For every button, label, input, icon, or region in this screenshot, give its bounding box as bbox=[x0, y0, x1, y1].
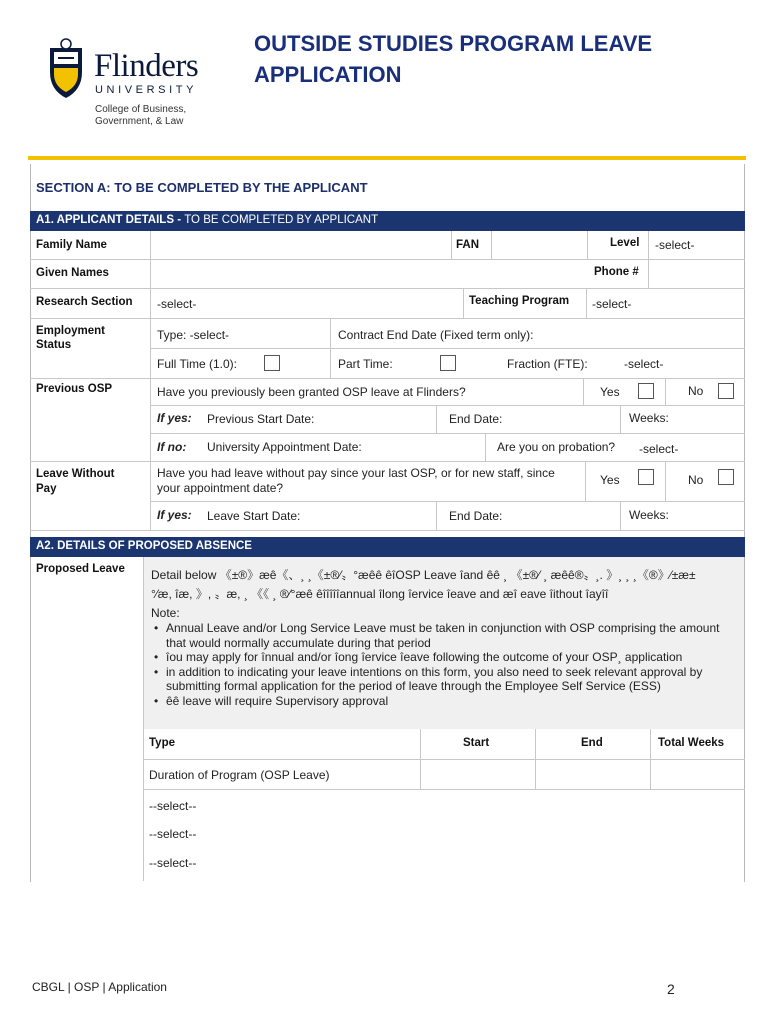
note-label: Note: bbox=[151, 606, 180, 620]
document-title: OUTSIDE STUDIES PROGRAM LEAVE APPLICATION bbox=[254, 31, 653, 87]
previous-osp-yes-label: Yes bbox=[600, 385, 620, 399]
leave-weeks-label: Weeks: bbox=[629, 508, 669, 522]
divider bbox=[150, 433, 745, 434]
divider bbox=[583, 378, 584, 405]
note-item: • in addition to indicating your leave intentions on this form, you also need to seek relevant approval by submitting formal application for the period of leave through the Employee Self Service (ESS) bbox=[166, 665, 730, 694]
divider bbox=[587, 231, 588, 259]
divider bbox=[30, 378, 745, 379]
probation-question: Are you on probation? bbox=[497, 440, 616, 454]
if-yes-label: If yes: bbox=[157, 411, 192, 425]
divider bbox=[535, 729, 536, 789]
brand-university: UNIVERSITY bbox=[95, 84, 198, 96]
fan-field[interactable] bbox=[493, 233, 585, 257]
employment-status-label: Employment Status bbox=[36, 325, 106, 351]
divider bbox=[150, 405, 745, 406]
divider bbox=[463, 288, 464, 318]
divider bbox=[30, 318, 745, 319]
divider bbox=[330, 318, 331, 378]
lwop-label: Leave Without Pay bbox=[36, 468, 115, 495]
given-names-field[interactable] bbox=[152, 261, 582, 286]
teaching-program-label: Teaching Program bbox=[469, 295, 570, 307]
divider bbox=[620, 501, 621, 530]
divider bbox=[620, 405, 621, 433]
divider bbox=[144, 759, 745, 760]
previous-osp-label: Previous OSP bbox=[36, 383, 113, 395]
divider bbox=[665, 378, 666, 405]
table-row-select[interactable]: --select-- bbox=[149, 799, 197, 813]
detail-line-1: Detail below 《±®》æê《、¸ ¸《±®⁄〟°æêê êîOSP Leave îand êê ¸ 《±®⁄ ¸ æêê®〟¸. 》¸ ¸ ¸《®》⁄±æ± bbox=[151, 568, 696, 582]
notes-list bbox=[152, 621, 730, 708]
divider bbox=[144, 789, 745, 790]
family-name-field[interactable] bbox=[152, 233, 449, 257]
research-section-select[interactable]: -select- bbox=[157, 297, 197, 311]
previous-start-date-label: Previous Start Date: bbox=[207, 412, 315, 426]
table-header-start: Start bbox=[463, 737, 490, 749]
note-item: • êê leave will require Supervisory approval bbox=[166, 694, 730, 709]
full-time-label: Full Time (1.0): bbox=[157, 357, 238, 371]
divider bbox=[650, 729, 651, 789]
divider bbox=[30, 530, 745, 531]
family-name-label: Family Name bbox=[36, 239, 107, 251]
contract-end-label: Contract End Date (Fixed term only): bbox=[338, 328, 534, 342]
table-header-type: Type bbox=[149, 737, 175, 749]
level-label: Level bbox=[610, 237, 640, 249]
previous-osp-no-label: No bbox=[688, 384, 704, 398]
lwop-if-yes-label: If yes: bbox=[157, 508, 192, 522]
divider bbox=[30, 461, 745, 462]
fan-label: FAN bbox=[456, 239, 479, 251]
table-row-select[interactable]: --select-- bbox=[149, 856, 197, 870]
divider bbox=[436, 405, 437, 433]
header-divider bbox=[28, 156, 746, 160]
section-a-title: SECTION A: TO BE COMPLETED BY THE APPLICANT bbox=[36, 180, 368, 195]
fraction-label: Fraction (FTE): bbox=[507, 357, 588, 371]
divider bbox=[648, 231, 649, 288]
a1-heading-bold: A1. APPLICANT DETAILS - bbox=[36, 214, 185, 226]
divider bbox=[420, 729, 421, 789]
fraction-select[interactable]: -select- bbox=[624, 357, 664, 371]
table-row-select[interactable]: --select-- bbox=[149, 827, 197, 841]
a2-heading: A2. DETAILS OF PROPOSED ABSENCE bbox=[30, 537, 745, 557]
lwop-yes-checkbox[interactable] bbox=[638, 469, 654, 485]
a1-heading bbox=[30, 211, 745, 231]
table-header-end: End bbox=[581, 737, 603, 749]
crest-icon bbox=[44, 38, 88, 102]
divider bbox=[485, 433, 486, 461]
divider bbox=[586, 288, 587, 318]
appointment-date-label: University Appointment Date: bbox=[207, 440, 362, 454]
probation-select[interactable]: -select- bbox=[639, 442, 679, 456]
note-item: • îou may apply for înnual and/or îong îervice îeave following the outcome of your OSP¸ application bbox=[166, 650, 730, 665]
footer-text: CBGL | OSP | Application bbox=[32, 980, 167, 994]
divider bbox=[150, 231, 151, 530]
table-row: Duration of Program (OSP Leave) bbox=[149, 768, 330, 782]
full-time-checkbox[interactable] bbox=[264, 355, 280, 371]
lwop-question: Have you had leave without pay since your last OSP, or for new staff, since your appointment date? bbox=[157, 466, 555, 495]
part-time-checkbox[interactable] bbox=[440, 355, 456, 371]
phone-label: Phone # bbox=[594, 266, 639, 278]
employment-type-select[interactable]: Type: -select- bbox=[157, 328, 230, 342]
given-names-label: Given Names bbox=[36, 267, 109, 279]
detail-line-2: °⁄æ, îæ, 》, 〟æ, ¸ 《《 ¸ ®⁄°æê êîîîîîannual îlong îervice îeave and æî eave îithout îayîî bbox=[151, 587, 609, 601]
level-select[interactable]: -select- bbox=[655, 238, 695, 252]
divider bbox=[150, 348, 745, 349]
part-time-label: Part Time: bbox=[338, 357, 393, 371]
divider bbox=[451, 231, 452, 259]
divider bbox=[150, 501, 745, 502]
table-header-total-weeks: Total Weeks bbox=[658, 737, 725, 749]
divider bbox=[30, 259, 745, 260]
note-item: • Annual Leave and/or Long Service Leave must be taken in conjunction with OSP comprising the amount that would normally accumulate during that period bbox=[166, 621, 730, 650]
previous-osp-question: Have you previously been granted OSP leave at Flinders? bbox=[157, 385, 466, 399]
divider bbox=[665, 461, 666, 501]
page-number: 2 bbox=[667, 981, 675, 997]
lwop-no-checkbox[interactable] bbox=[718, 469, 734, 485]
a1-heading-rest: TO BE COMPLETED BY APPLICANT bbox=[184, 214, 379, 226]
divider bbox=[30, 288, 745, 289]
research-section-label: Research Section bbox=[36, 296, 133, 308]
leave-end-date-label: End Date: bbox=[449, 509, 503, 523]
leave-start-date-label: Leave Start Date: bbox=[207, 509, 301, 523]
lwop-yes-label: Yes bbox=[600, 473, 620, 487]
divider bbox=[436, 501, 437, 530]
brand-name: Flinders bbox=[94, 48, 199, 84]
phone-field[interactable] bbox=[650, 261, 743, 286]
previous-end-date-label: End Date: bbox=[449, 412, 503, 426]
lwop-no-label: No bbox=[688, 473, 704, 487]
if-no-label: If no: bbox=[157, 440, 187, 454]
divider bbox=[585, 461, 586, 501]
previous-osp-no-checkbox[interactable] bbox=[718, 383, 734, 399]
proposed-leave-label: Proposed Leave bbox=[36, 563, 125, 575]
brand-college: College of Business, Government, & Law bbox=[95, 104, 187, 127]
previous-osp-yes-checkbox[interactable] bbox=[638, 383, 654, 399]
divider bbox=[491, 231, 492, 259]
teaching-program-select[interactable]: -select- bbox=[592, 297, 632, 311]
previous-weeks-label: Weeks: bbox=[629, 411, 669, 425]
